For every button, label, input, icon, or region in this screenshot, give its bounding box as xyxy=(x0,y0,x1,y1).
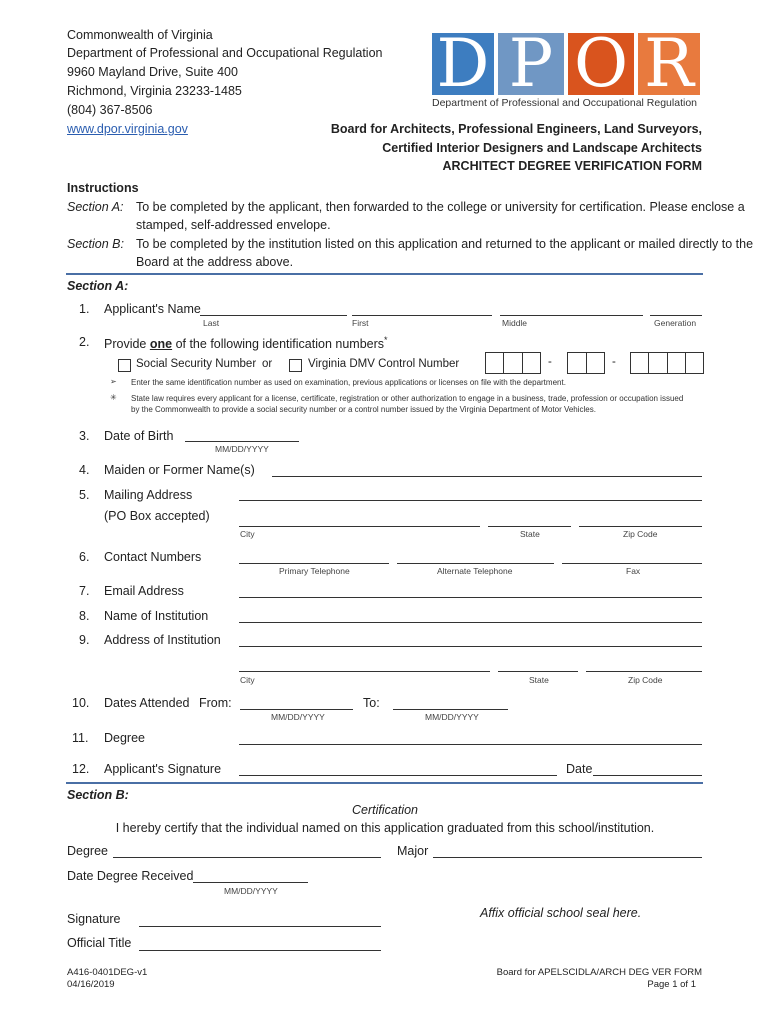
q11-number: 11. xyxy=(72,731,89,745)
mailing-zip-field[interactable] xyxy=(579,526,702,527)
former-name-field[interactable] xyxy=(272,476,702,477)
institution-address-field[interactable] xyxy=(239,646,702,647)
last-caption: Last xyxy=(203,318,220,328)
official-title-field[interactable] xyxy=(139,950,381,951)
middle-name-field[interactable] xyxy=(500,315,643,316)
q4-number: 4. xyxy=(79,463,90,477)
section-b-heading: Section B: xyxy=(67,788,129,802)
website-link[interactable]: www.dpor.virginia.gov xyxy=(67,122,188,136)
logo-letter-d: D xyxy=(432,33,494,95)
section-divider xyxy=(66,273,703,275)
instruction-a-label: Section A: xyxy=(67,200,124,214)
id-number-group-3[interactable] xyxy=(630,352,704,374)
section-a-heading: Section A: xyxy=(67,279,129,293)
certification-title: Certification xyxy=(352,803,418,817)
id-dash: - xyxy=(548,356,552,368)
signature-label: Signature xyxy=(67,912,121,926)
middle-caption: Middle xyxy=(502,318,528,328)
footer-form-name: Board for APELSCIDLA/ARCH DEG VER FORM xyxy=(496,967,702,978)
q7-number: 7. xyxy=(79,584,90,598)
ssn-checkbox[interactable] xyxy=(118,359,131,372)
logo-letter-p: P xyxy=(498,33,564,95)
q2-label-emphasis: one xyxy=(149,337,173,352)
q2-label-post: of the following identification numbers xyxy=(172,337,385,352)
ssn-label: Social Security Number xyxy=(136,358,257,370)
id-note-1: Enter the same identification number as used on examination, previous applications or licenses on file with the department. xyxy=(131,378,566,387)
date-received-field[interactable] xyxy=(193,882,308,883)
q2-number: 2. xyxy=(79,335,90,349)
primary-telephone-caption: Primary Telephone xyxy=(279,566,350,576)
form-title: ARCHITECT DEGREE VERIFICATION FORM xyxy=(442,159,702,173)
asterisk-bullet-icon: ✳ xyxy=(110,393,117,402)
state-caption: State xyxy=(529,675,549,685)
dmv-checkbox[interactable] xyxy=(289,359,302,372)
institution-state-field[interactable] xyxy=(498,671,578,672)
date-received-label: Date Degree Received xyxy=(67,869,194,883)
date-received-format-hint: MM/DD/YYYY xyxy=(224,886,278,896)
city-caption: City xyxy=(240,529,255,539)
zip-caption: Zip Code xyxy=(623,529,658,539)
q2-label xyxy=(104,335,388,351)
instruction-b-text: To be completed by the institution listed on this application and returned to the applicant or mailed directly to the xyxy=(136,237,754,251)
institution-name-field[interactable] xyxy=(239,622,702,623)
dob-format-hint: MM/DD/YYYY xyxy=(215,444,269,454)
q3-label: Date of Birth xyxy=(104,429,174,443)
logo-letter-r: R xyxy=(638,33,700,95)
primary-telephone-field[interactable] xyxy=(239,563,389,564)
to-format-hint: MM/DD/YYYY xyxy=(425,712,479,722)
id-dash: - xyxy=(612,356,616,368)
mailing-address-field[interactable] xyxy=(239,500,702,501)
zip-caption: Zip Code xyxy=(628,675,663,685)
alternate-telephone-caption: Alternate Telephone xyxy=(437,566,513,576)
q10-number: 10. xyxy=(72,696,90,710)
q6-label: Contact Numbers xyxy=(104,550,202,564)
q4-label: Maiden or Former Name(s) xyxy=(104,463,255,477)
q5-label: Mailing Address xyxy=(104,488,193,502)
board-line-2: Certified Interior Designers and Landscape Architects xyxy=(382,141,702,155)
q5-sublabel: (PO Box accepted) xyxy=(104,509,210,523)
degree-field[interactable] xyxy=(239,744,702,745)
q7-label: Email Address xyxy=(104,584,184,598)
logo-letter-o: O xyxy=(568,33,634,95)
generation-field[interactable] xyxy=(650,315,702,316)
instructions-heading: Instructions xyxy=(67,181,139,195)
instruction-a-text: stamped, self-addressed envelope. xyxy=(136,218,331,232)
q6-number: 6. xyxy=(79,550,90,564)
dates-to-field[interactable] xyxy=(393,709,508,710)
last-name-field[interactable] xyxy=(200,315,347,316)
institution-city-field[interactable] xyxy=(239,671,490,672)
id-note-2: State law requires every applicant for a license, certificate, registration or other authorization to engage in a business, trade, profession or occupation issued xyxy=(131,394,684,403)
instruction-a-text: To be completed by the applicant, then forwarded to the college or university for certification. Please enclose a xyxy=(136,200,745,214)
fax-caption: Fax xyxy=(626,566,641,576)
from-label: From: xyxy=(199,696,232,710)
first-name-field[interactable] xyxy=(352,315,492,316)
fax-field[interactable] xyxy=(562,563,702,564)
q10-label: Dates Attended xyxy=(104,696,190,710)
instruction-b-label: Section B: xyxy=(67,237,124,251)
agency-line: Department of Professional and Occupational Regulation xyxy=(67,46,383,60)
dates-from-field[interactable] xyxy=(240,709,353,710)
q12-label: Applicant's Signature xyxy=(104,762,222,776)
logo-caption: Department of Professional and Occupational Regulation xyxy=(432,97,697,109)
certified-degree-field[interactable] xyxy=(113,857,381,858)
id-number-group-2[interactable] xyxy=(567,352,605,374)
or-label: or xyxy=(262,358,273,370)
section-divider xyxy=(66,782,703,784)
page-number: Page 1 of 1 xyxy=(647,979,696,990)
q11-label: Degree xyxy=(104,731,145,745)
agency-line: 9960 Mayland Drive, Suite 400 xyxy=(67,65,238,79)
seal-instruction: Affix official school seal here. xyxy=(480,906,642,920)
q9-label: Address of Institution xyxy=(104,633,221,647)
q3-number: 3. xyxy=(79,429,90,443)
instruction-b-text: Board at the address above. xyxy=(136,255,294,269)
agency-line: (804) 367-8506 xyxy=(67,103,153,117)
q8-label: Name of Institution xyxy=(104,609,209,623)
date-of-birth-field[interactable] xyxy=(185,441,299,442)
to-label: To: xyxy=(363,696,380,710)
applicant-signature-field[interactable] xyxy=(239,775,557,776)
certification-statement: I hereby certify that the individual named on this application graduated from this school/institution. xyxy=(115,821,655,835)
q2-label-pre: Provide xyxy=(104,337,150,352)
from-format-hint: MM/DD/YYYY xyxy=(271,712,325,722)
major-label: Major xyxy=(397,844,429,858)
mailing-state-field[interactable] xyxy=(488,526,571,527)
agency-line: Commonwealth of Virginia xyxy=(67,28,213,42)
institution-zip-field[interactable] xyxy=(586,671,702,672)
form-id: A416-0401DEG-v1 xyxy=(67,967,148,978)
dmv-label: Virginia DMV Control Number xyxy=(308,358,460,370)
arrow-bullet-icon: ➢ xyxy=(110,377,117,386)
mailing-city-field[interactable] xyxy=(239,526,480,527)
q5-number: 5. xyxy=(79,488,90,502)
city-caption: City xyxy=(240,675,255,685)
major-field[interactable] xyxy=(433,857,702,858)
id-note-2: by the Commonwealth to provide a social security number or a control number issued by the Virginia Department of Motor Vehicles. xyxy=(131,405,596,414)
first-caption: First xyxy=(352,318,369,328)
signature-date-field[interactable] xyxy=(593,775,702,776)
q1-number: 1. xyxy=(79,302,90,316)
asterisk-mark: * xyxy=(384,335,388,345)
degree-label: Degree xyxy=(67,844,108,858)
email-field[interactable] xyxy=(239,597,702,598)
generation-caption: Generation xyxy=(654,318,697,328)
q1-label: Applicant's Name xyxy=(104,302,201,316)
form-date: 04/16/2019 xyxy=(67,979,115,990)
q9-number: 9. xyxy=(79,633,90,647)
agency-line: Richmond, Virginia 23233-1485 xyxy=(67,84,242,98)
board-line-1: Board for Architects, Professional Engineers, Land Surveyors, xyxy=(330,122,702,136)
official-signature-field[interactable] xyxy=(139,926,381,927)
q8-number: 8. xyxy=(79,609,90,623)
alternate-telephone-field[interactable] xyxy=(397,563,554,564)
state-caption: State xyxy=(520,529,540,539)
official-title-label: Official Title xyxy=(67,936,132,950)
q12-number: 12. xyxy=(72,762,90,776)
date-label: Date xyxy=(566,762,593,776)
id-number-group-1[interactable] xyxy=(485,352,541,374)
